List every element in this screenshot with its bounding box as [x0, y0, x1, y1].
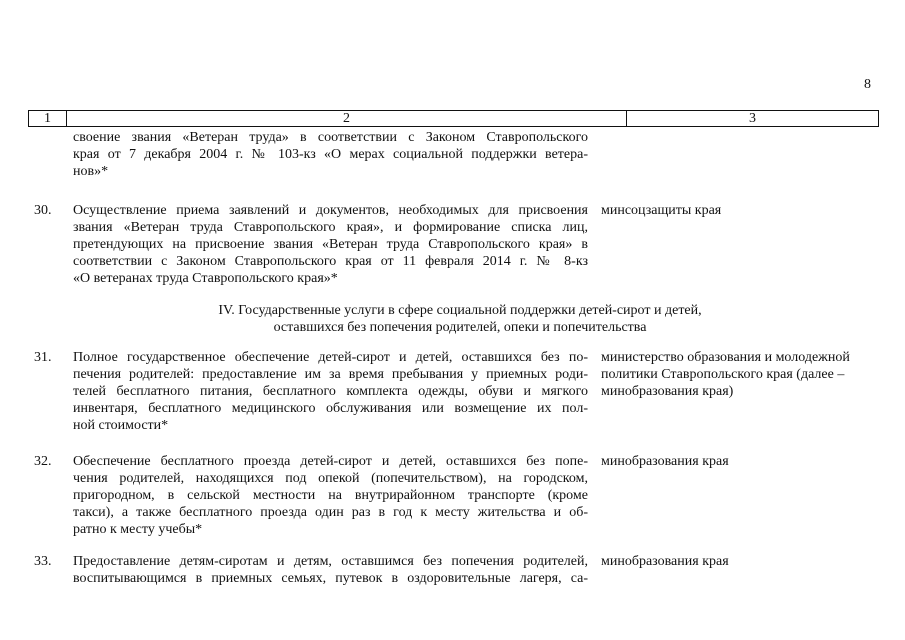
section-iv-heading	[160, 302, 760, 336]
text-line: претендующих на присвоение звания «Ветеран труда Ставропольского края» в	[73, 237, 588, 252]
text-line: воспитывающимся в приемных семьях, путевок в оздоровительные лагеря, са-	[73, 571, 588, 586]
text-line: ной стоимости*	[73, 418, 169, 433]
row-30-responsible	[601, 202, 873, 219]
text-line: звания «Ветеран труда Ставропольского края», и формирование списка лиц,	[73, 220, 588, 235]
row-number-32: 32.	[34, 454, 52, 469]
column-header-3: 3	[749, 111, 756, 126]
responsible-line: министерство образования и молодежной	[601, 350, 850, 365]
text-line: «О ветеранах труда Ставропольского края»*	[73, 271, 338, 286]
text-line: ратно к месту учебы*	[73, 522, 203, 537]
text-line: инвентаря, бесплатного медицинского обслуживания или возмещение их пол-	[73, 401, 588, 416]
text-line: соответствии с Законом Ставропольского края от 11 февраля 2014 г. № 8-кз	[73, 254, 588, 269]
heading-line: оставшихся без попечения родителей, опеки и попечительства	[273, 320, 647, 335]
heading-line: IV. Государственные услуги в сфере социальной поддержки детей-сирот и детей,	[218, 303, 702, 318]
row-number-33: 33.	[34, 554, 52, 569]
responsible-line: минобразования края	[601, 454, 729, 469]
text-line: нов»*	[73, 164, 109, 179]
responsible-line: минобразования края)	[601, 384, 734, 399]
row-33-description	[73, 553, 588, 587]
text-line: Предоставление детям-сиротам и детям, оставшимся без попечения родителей,	[73, 554, 588, 569]
text-line: края от 7 декабря 2004 г. № 103-кз «О мерах социальной поддержки ветера-	[73, 147, 588, 162]
row-33-responsible	[601, 553, 873, 570]
row-30-description	[73, 202, 588, 287]
row-32-description	[73, 453, 588, 538]
responsible-line: минсоцзащиты края	[601, 203, 722, 218]
page-number: 8	[864, 77, 871, 92]
text-line: печения родителей: предоставление им за время пребывания у приемных роди-	[73, 367, 588, 382]
row-number-30: 30.	[34, 203, 52, 218]
text-line: Обеспечение бесплатного проезда детей-сирот и детей, оставшихся без попе-	[73, 454, 588, 469]
text-line: Полное государственное обеспечение детей-сирот и детей, оставшихся без по-	[73, 350, 588, 365]
continuation-text	[73, 129, 588, 180]
row-32-responsible	[601, 453, 873, 470]
table-header-row	[28, 110, 879, 127]
row-number-31: 31.	[34, 350, 52, 365]
row-31-responsible	[601, 349, 873, 400]
text-line: Осуществление приема заявлений и документов, необходимых для присвоения	[73, 203, 588, 218]
column-header-1: 1	[29, 111, 67, 126]
responsible-line: минобразования края	[601, 554, 729, 569]
text-line: телей бесплатного питания, бесплатного комплекта одежды, обуви и мягкого	[73, 384, 588, 399]
text-line: пригородном, в сельской местности на внутрирайонном транспорте (кроме	[73, 488, 588, 503]
responsible-line: политики Ставропольского края (далее –	[601, 367, 845, 382]
text-line: такси), а также бесплатного проезда один раз в год к месту жительства и об-	[73, 505, 588, 520]
text-line: чения родителей, находящихся под опекой (попечительством), на городском,	[73, 471, 588, 486]
text-line: своение звания «Ветеран труда» в соответствии с Законом Ставропольского	[73, 130, 588, 145]
column-header-2: 2	[67, 111, 627, 126]
row-31-description	[73, 349, 588, 434]
